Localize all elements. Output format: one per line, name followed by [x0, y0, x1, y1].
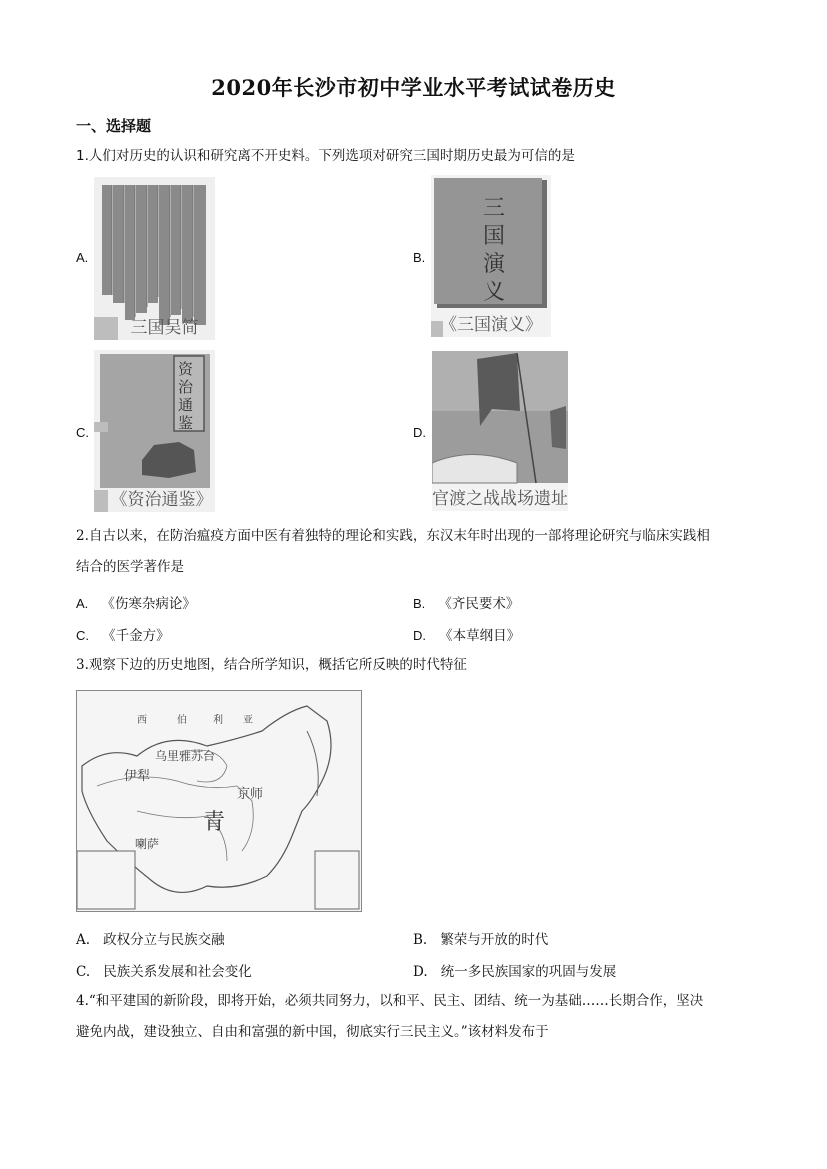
map-label-yili: 伊犁 — [124, 769, 151, 784]
q1-option-b-caption: 《三国演义》 — [440, 315, 542, 335]
q1-option-c-image[interactable] — [94, 350, 215, 512]
section-heading: 一、选择题 — [76, 117, 152, 135]
svg-text:三: 三 — [483, 196, 506, 221]
page-title: 2020年长沙市初中学业水平考试试卷历史 — [211, 75, 616, 100]
q3-option-d[interactable] — [413, 960, 616, 980]
q1-option-d-caption: 官渡之战战场遗址 — [432, 489, 568, 509]
svg-text:通: 通 — [178, 396, 194, 414]
q3-option-a[interactable] — [76, 928, 225, 948]
map-label-uliastai: 乌里雅苏台 — [155, 749, 216, 763]
q3-historical-map — [76, 690, 362, 912]
question-4-stem-line1: 4.“和平建国的新阶段，即将开始，必须共同努力，以和平、民主、团结、统一为基础……长期合作，坚决 — [76, 993, 704, 1009]
q1-option-a-caption: 三国吴简 — [130, 318, 199, 338]
map-label-lasa: 喇萨 — [135, 837, 160, 851]
q2-option-c-text: 《千金方》 — [102, 628, 170, 644]
q3-option-b-text: 繁荣与开放的时代 — [440, 932, 549, 948]
gray-patch — [94, 422, 108, 432]
map-label-qing: 青 — [203, 810, 226, 835]
svg-text:鉴: 鉴 — [178, 414, 194, 432]
q3-option-d-text: 统一多民族国家的巩固与发展 — [440, 964, 617, 980]
map-label-siberia-3: 利 — [213, 715, 223, 726]
q1-option-c-caption: 《资治通鉴》 — [110, 490, 213, 510]
q3-option-a-text: 政权分立与民族交融 — [103, 932, 225, 948]
map-label-siberia-2: 伯 — [177, 715, 187, 726]
question-2-stem-line1: 2.自古以来，在防治瘟疫方面中医有着独特的理论和实践，东汉末年时出现的一部将理论研究与临床实践相 — [76, 528, 710, 544]
q2-option-b[interactable] — [413, 592, 519, 612]
q1-option-c-label: C. — [76, 425, 89, 440]
q2-option-a-text: 《伤寒杂病论》 — [101, 596, 196, 612]
q2-option-c[interactable] — [76, 624, 170, 644]
q1-option-d-label: D. — [413, 425, 426, 440]
question-3-stem: 3.观察下边的历史地图，结合所学知识，概括它所反映的时代特征 — [76, 657, 467, 673]
q3-option-d-label: D. — [413, 964, 428, 980]
q1-option-b-image[interactable] — [431, 175, 551, 337]
q3-option-b-label: B. — [413, 932, 428, 948]
svg-text:义: 义 — [483, 280, 506, 305]
q2-option-a[interactable] — [76, 592, 196, 612]
q2-option-b-label: B. — [413, 596, 426, 611]
q3-option-b[interactable] — [413, 928, 548, 948]
q2-option-d[interactable] — [413, 624, 520, 644]
question-4-stem-line2: 避免内战，建设独立、自由和富强的新中国，彻底实行三民主义。”该材料发布于 — [76, 1024, 549, 1040]
question-1-stem: 1.人们对历史的认识和研究离不开史料。下列选项对研究三国时期历史最为可信的是 — [76, 148, 575, 164]
svg-text:演: 演 — [483, 252, 506, 277]
q1-option-a-label: A. — [76, 250, 89, 265]
q2-option-b-text: 《齐民要术》 — [438, 596, 520, 612]
svg-text:治: 治 — [178, 378, 194, 396]
question-2-stem-line2: 结合的医学著作是 — [76, 559, 184, 575]
q1-option-a-image[interactable] — [94, 177, 215, 340]
q3-option-a-label: A. — [76, 932, 91, 948]
q2-option-d-text: 《本草纲目》 — [439, 628, 521, 644]
q2-option-a-label: A. — [76, 596, 89, 611]
q2-option-d-label: D. — [413, 628, 426, 643]
svg-text:资: 资 — [178, 360, 194, 378]
q1-option-d-image[interactable] — [432, 351, 568, 511]
q3-option-c[interactable] — [76, 960, 252, 980]
gray-patch — [94, 490, 108, 512]
q2-option-c-label: C. — [76, 628, 89, 643]
map-label-jingshi: 京师 — [237, 787, 264, 802]
svg-text:国: 国 — [483, 224, 506, 249]
q3-option-c-text: 民族关系发展和社会变化 — [103, 964, 252, 980]
map-label-siberia-1: 西 — [137, 715, 147, 726]
map-label-siberia-4: 亚 — [243, 715, 253, 726]
q1-option-b-label: B. — [413, 250, 426, 265]
q3-option-c-label: C. — [76, 964, 91, 980]
